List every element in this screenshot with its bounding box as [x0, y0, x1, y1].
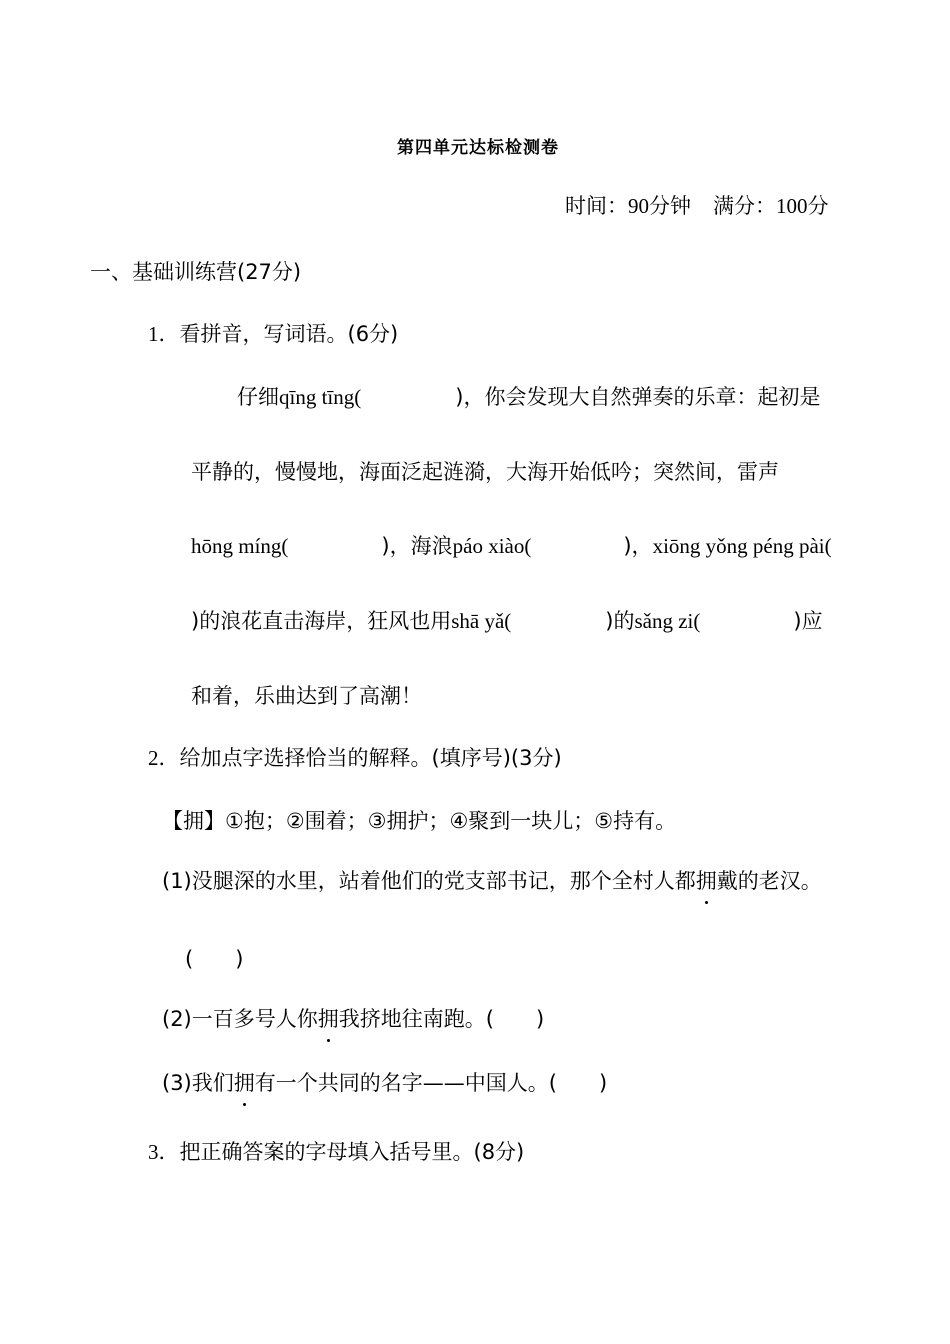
score-value: 100: [776, 194, 808, 218]
time-value: 90: [628, 194, 649, 218]
exam-meta: [565, 190, 829, 220]
question-3-number: 3．: [148, 1140, 180, 1164]
question-1-number: 1．: [148, 322, 180, 346]
pinyin-xiong-yong-peng-pai: xiōng yǒng péng pài(: [652, 534, 832, 558]
pinyin-sang-zi: sǎng zi(: [634, 609, 701, 633]
q1-text: )，你会发现大自然弹奏的乐章：起初是: [455, 385, 821, 409]
sentence-text: (3)我们: [162, 1071, 234, 1095]
question-1: [148, 318, 398, 348]
section-1-title: 一、基础训练营: [90, 260, 237, 284]
q1-line-2: 平静的，慢慢地，海面泛起涟漪，大海开始低吟；突然间，雷声: [191, 460, 779, 484]
definition-body: ①抱；②围着；③拥护；④聚到一块儿；⑤持有。: [225, 809, 677, 833]
section-1-heading: [90, 256, 301, 286]
q1-text: )，: [623, 534, 653, 558]
pinyin-sha-ya: shā yǎ(: [451, 609, 512, 633]
pinyin-hong-ming: hōng míng(: [191, 534, 289, 558]
question-1-text: 看拼音，写词语。: [179, 322, 348, 346]
question-3-points: (8分): [473, 1140, 525, 1164]
question-3-text: 把正确答案的字母填入括号里。: [179, 1140, 474, 1164]
section-1-points: (27分): [237, 260, 302, 284]
q1-text: 仔细: [237, 385, 279, 409]
dotted-char: 拥: [234, 1067, 255, 1097]
score-unit: 分: [807, 194, 829, 218]
sentence-text: 戴的老汉。: [716, 869, 822, 893]
q1-line-5: 和着，乐曲达到了高潮！: [191, 684, 422, 708]
q1-text: )应: [793, 609, 823, 633]
sentence-text: 有一个共同的名字——中国人。( ): [254, 1071, 608, 1095]
q1-line-4: [191, 605, 823, 635]
dotted-char: 拥: [696, 865, 717, 895]
question-2: [148, 742, 562, 772]
sentence-text: (1)没腿深的水里，站着他们的党支部书记，那个全村人都: [162, 869, 696, 893]
sentence-text: (2)一百多号人你: [162, 1007, 318, 1031]
time-label: 时间：: [565, 194, 628, 218]
question-3: [148, 1136, 524, 1166]
q1-text: )的: [605, 609, 635, 633]
q2-answer-1[interactable]: ( ): [185, 947, 244, 971]
q1-text: )，海浪: [381, 534, 453, 558]
q2-sentence-1: [162, 865, 822, 895]
score-label: 满分：: [713, 194, 776, 218]
question-2-number: 2．: [148, 746, 180, 770]
question-2-points: (3分): [510, 746, 562, 770]
pinyin-pao-xiao: páo xiào(: [452, 534, 532, 558]
pinyin-qing-ting: qīng tīng(: [279, 385, 362, 409]
sentence-text: 我挤地往南跑。( ): [338, 1007, 545, 1031]
definition-head: 【拥】: [162, 809, 225, 833]
q1-line-1: [237, 381, 820, 411]
time-unit: 分钟: [649, 194, 691, 218]
q2-sentence-2: [162, 1003, 544, 1033]
q1-line-3: [191, 530, 832, 560]
q2-sentence-3: [162, 1067, 607, 1097]
question-2-text: 给加点字选择恰当的解释。(填序号): [179, 746, 511, 770]
dotted-char: 拥: [318, 1003, 339, 1033]
definition-list: [162, 805, 676, 835]
page-title: 第四单元达标检测卷: [397, 138, 559, 158]
question-1-points: (6分): [347, 322, 399, 346]
q1-text: )的浪花直击海岸，狂风也用: [191, 609, 452, 633]
